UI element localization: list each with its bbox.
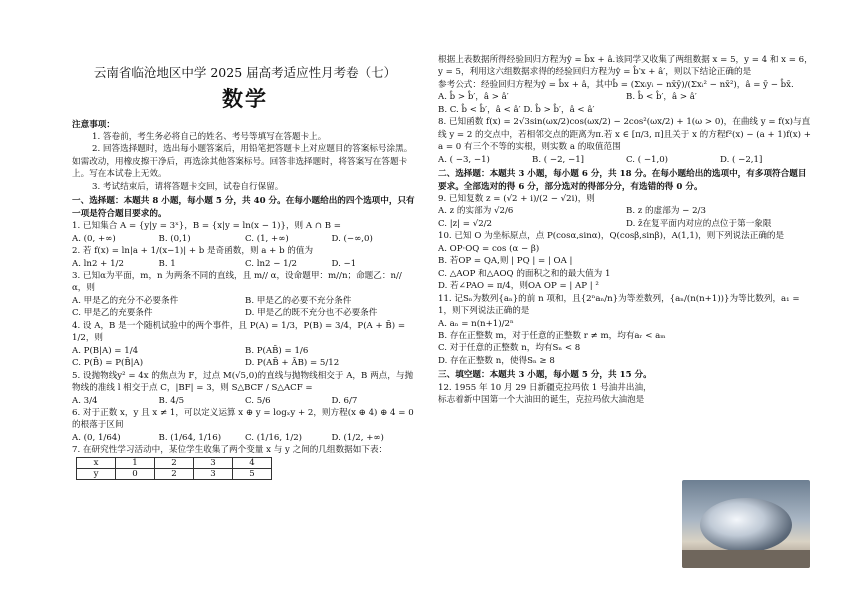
option: B. P(AB̄) = 1/6 [245,345,309,356]
option: A. 甲是乙的充分不必要条件 [72,295,179,306]
option: C. |z| = √2/2 [438,218,493,229]
option: D. 6/7 [331,395,358,406]
q2-stem: 2. 若 f(x) = ln|a + 1/(x−1)| + b 是奇函数，则 a + b 的值为 [72,246,314,257]
option: C. △AOP 和△AOQ 的面积之和的最大值为 1 [438,268,611,279]
table-cell: 4 [233,457,272,468]
q7-data-table [76,457,272,480]
option: B. C. b̂ < b̂′，â < â′ D. b̂ > b̂′，â < â′ [438,104,595,115]
section-1-heading: 一、选择题：本题共 8 小题，每小题 5 分，共 40 分。在每小题给出的四个选项中，只有一项是符合题目要求的。 [72,196,415,219]
option: A. ln2 + 1/2 [72,258,124,269]
table-cell: 2 [155,468,194,479]
ground-strip [682,550,810,568]
option: D. 若∠PAO = π/4，则OA OP = | AP | ² [438,281,599,292]
q5-stem: 5. 设抛物线y² = 4x 的焦点为 F，过点 M(√5,0)的直线与抛物线相交于 A，B 两点，与抛物线的准线 l 相交于点 C，|BF| = 3，则 S△BCF / S△ACF = [72,370,414,394]
table-cell: 0 [116,468,155,479]
option: C. ln2 − 1/2 [245,258,297,269]
notes-title: 注意事项： [72,119,115,130]
option: A. P(B|A) = 1/4 [72,345,139,356]
option: A. (0, +∞) [72,233,116,244]
option: D. P(AB̄ + ĀB) = 5/12 [245,358,340,369]
option: B. b̂ < b̂′，â > â′ [626,92,697,103]
option: D. (−∞,0) [331,233,373,244]
option: C. (1/16, 1/2) [245,432,303,443]
option: C. (1, +∞) [245,233,289,244]
option: B. 甲是乙的必要不充分条件 [245,295,352,306]
option: A. ( −3, −1) [438,154,490,165]
section-2-heading: 二、选择题：本题共 3 小题，每小题 6 分，共 18 分。在每小题给出的选项中，有多项符合题目要求。全部选对的得 6 分，部分选对的得部分分，有选错的得 0 分。 [438,169,807,192]
table-row [77,457,272,468]
q4-stem: 4. 设 A，B 是一个随机试验中的两个事件，且 P(A) = 1/3，P(B) = 3/4，P(A + B̄) = 1/2，则 [72,320,406,344]
q12-line: 12. 1955 年 10 月 29 日新疆克拉玛依 1 号油井出油， [438,382,652,393]
q11-stem: 11. 记Sₙ为数列{aₙ}的前 n 项和，且{2ⁿaₙ/n}为等差数列，{aₙ/(n(n+1))}为等比数列，a₁ = 1，则下列说法正确的是 [438,293,800,317]
option: D. z̄在复平面内对应的点位于第一象限 [626,218,772,229]
table-cell: x [77,457,116,468]
q7-stem: 7. 在研究性学习活动中，某位学生收集了两个变量 x 与 y 之间的几组数据如下表： [72,445,388,456]
q6-stem: 6. 对于正数 x，y 且 x ≠ 1，可以定义运算 x ⊕ y = logₓy + 2，则方程(x ⊕ 4) ⊕ 4 = 0 的根落于区间 [72,407,414,431]
option: B. 若OP = QA,则 | PQ | = | OA | [438,256,573,267]
q6-options [72,432,418,444]
left-column [72,60,418,608]
q9-options [438,205,814,230]
option: B. z 的虚部为 − 2/3 [626,206,706,217]
oil-bubble-photo [682,480,810,568]
table-cell: 3 [194,457,233,468]
q1-options [72,233,418,245]
table-cell: 3 [194,468,233,479]
option: A. (0, 1/64) [72,432,121,443]
option: A. 3/4 [72,395,98,406]
option: B. 4/5 [158,395,185,406]
reflective-sculpture-shape [700,498,792,552]
table-cell: 1 [116,457,155,468]
option: B. 1 [158,258,176,269]
option: B. (1/64, 1/16) [158,432,222,443]
option: D. 甲是乙的既不充分也不必要条件 [245,308,378,319]
q8-options [438,154,814,166]
option: A. b̂ > b̂′，â > â′ [438,92,509,103]
q8-stem: 8. 已知函数 f(x) = 2√3sin(ωx/2)cos(ωx/2) − 2cos²(ωx/2) + 1(ω > 0)，在曲线 y = f(x)与直线 y = 2 的交点中，若相邻交点的距离为π.若 x ∈ [π/3, π]且关于 x 的方程f²(x) − (a + 1)f(x) + a = 0 有三个不等的实根，则实数 a 的取值范围 [438,117,811,153]
note-item: 2. 回答选择题时，选出每小题答案后，用铅笔把答题卡上对应题目的答案标号涂黑。如需改动，用橡皮擦干净后，再选涂其他答案标号。回答非选择题时，将答案写在答题卡上。写在本试卷上无效。 [72,144,413,180]
q2-options [72,258,418,270]
subject-title: 数学 [222,86,268,112]
q5-options [72,395,418,407]
q7-reference-formula: 参考公式：经验回归方程为ŷ = b̂x + â，其中b̂ = (Σxᵢyᵢ − nx̄ȳ)/(Σxᵢ² − nx̄²)，â = ȳ − b̂x̄. [438,79,794,90]
q10-stem: 10. 已知 O 为坐标原点，点 P(cosα,sinα)，Q(cosβ,sinβ)，A(1,1)，则下列说法正确的是 [438,231,785,242]
table-row [77,468,272,479]
option: D. −1 [331,258,357,269]
option: C. 5/6 [245,395,271,406]
option: A. OP·OQ = cos (α − β) [438,243,540,254]
option: B. 存在正整数 m，对于任意的正整数 r ≠ m，均有aᵣ < aₘ [438,330,666,341]
exam-title: 云南省临沧地区中学 2025 届高考适应性月考卷（七） [93,65,397,80]
option: D. ( −2,1] [720,154,763,165]
option: C. 甲是乙的充要条件 [72,308,153,319]
option: C. ( −1,0) [626,154,669,165]
q12-line: 标志着新中国第一个大油田的诞生，克拉玛依大油泡是 [438,395,645,406]
q3-options [72,295,418,320]
option: B. ( −2, −1] [532,154,585,165]
section-3-heading: 三、填空题：本题共 3 小题，每小题 5 分，共 15 分。 [438,370,652,381]
q7-options [438,91,814,103]
table-cell: 2 [155,457,194,468]
option: C. 对于任意的正整数 n，均有Sₙ < 8 [438,343,581,354]
note-item: 1. 答卷前，考生务必将自己的姓名、考号等填写在答题卡上。 [92,132,327,143]
option: C. P(B̄) = P(B̄|A) [72,358,144,369]
q7-continuation: 根据上表数据所得经验回归方程为ŷ = b̂x + â.该同学又收集了两组数据 x = 5，y = 4 和 x = 6，y = 5，利用这六组数据求得的经验回归方程为ŷ = b̂′x + â′，则以下结论正确的是 [438,55,813,78]
note-item: 3. 考试结束后，请将答题卡交回，试卷自行保留。 [92,181,284,192]
table-cell: y [77,468,116,479]
q4-options [72,345,418,370]
q9-stem: 9. 已知复数 z = (√2 + i)/(2 − √2i)，则 [438,193,595,204]
option: B. (0,1) [158,233,191,244]
table-cell: 5 [233,468,272,479]
q1-stem: 1. 已知集合 A = {y|y = 3ˣ}，B = {x|y = ln(x − 1)}，则 A ∩ B = [72,221,341,232]
option: A. aₙ = n(n+1)/2ⁿ [438,318,514,329]
option: D. (1/2, +∞) [331,432,384,443]
option: D. 存在正整数 n，使得Sₙ ≥ 8 [438,355,555,366]
q3-stem: 3. 已知α为平面，m，n 为两条不同的直线，且 m// α，设命题甲：m//n；命题乙：n// α，则 [72,271,402,294]
option: A. z 的实部为 √2/6 [438,206,514,217]
